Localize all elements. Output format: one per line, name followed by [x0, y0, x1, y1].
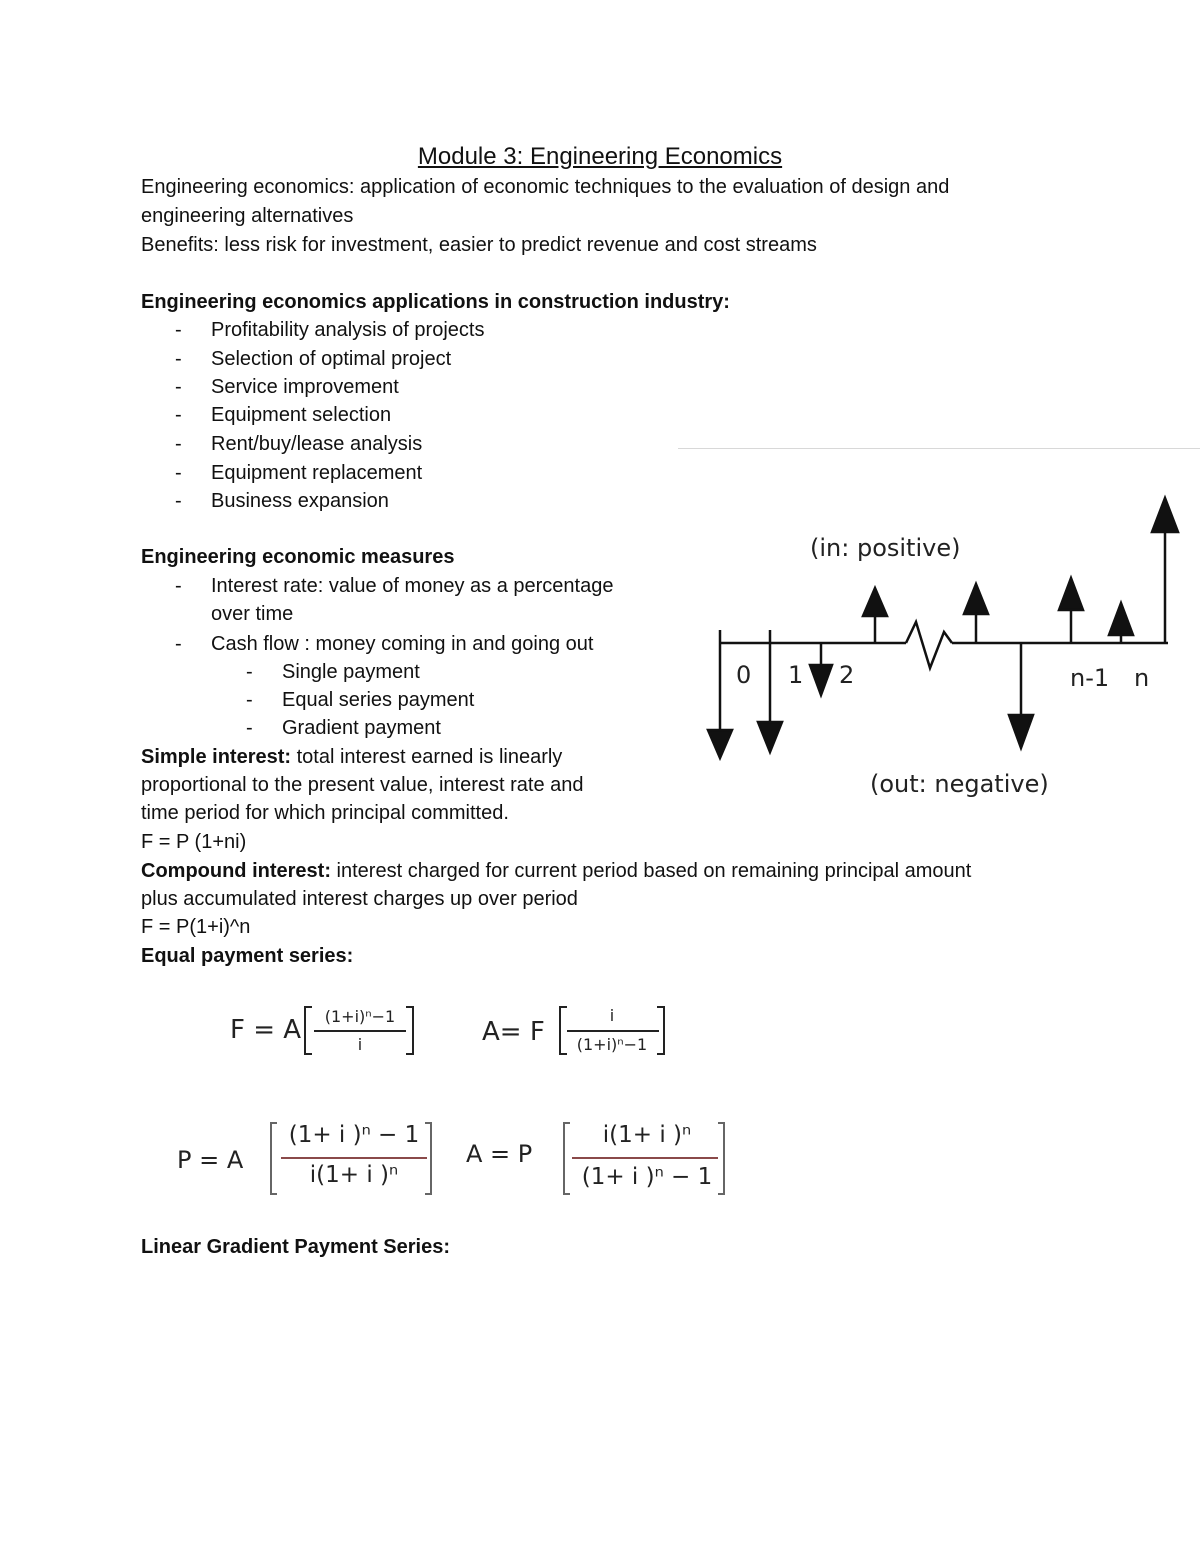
compound-interest-text: interest charged for current period based on remaining principal amount — [331, 860, 972, 882]
cash-flow-diagram — [700, 490, 1180, 810]
equal-payment-heading: Equal payment series: — [141, 945, 354, 967]
in-arrow-head — [1152, 498, 1178, 532]
list-bullet: - — [175, 404, 182, 426]
formula-numerator: (1+ i )ⁿ − 1 — [288, 1122, 420, 1148]
interest-rate-line-1: Interest rate: value of money as a percentage — [211, 575, 614, 597]
divider-line — [678, 448, 1200, 449]
simple-interest-text: total interest earned is linearly — [291, 746, 563, 768]
list-bullet: - — [175, 433, 182, 455]
in-arrow-head — [964, 584, 988, 614]
sub-list-item: Equal series payment — [282, 689, 475, 711]
list-bullet: - — [246, 661, 253, 683]
tick-label-0: 0 — [736, 661, 752, 689]
out-arrow-head — [758, 722, 782, 752]
simple-interest-line-3: time period for which principal committed. — [141, 802, 509, 824]
formula-denominator: (1+ i )ⁿ − 1 — [581, 1164, 713, 1190]
in-arrow-head — [863, 588, 887, 616]
out-arrow-head — [810, 665, 832, 695]
formula-future-from-annuity — [230, 1005, 430, 1060]
list-bullet: - — [175, 575, 182, 597]
formula-lhs: F = A — [230, 1015, 302, 1045]
list-bullet: - — [175, 490, 182, 512]
list-item: Equipment selection — [211, 404, 392, 426]
formula-numerator: i(1+ i )ⁿ — [602, 1122, 692, 1148]
in-positive-label: (in: positive) — [810, 534, 961, 562]
list-bullet: - — [175, 376, 182, 398]
formula-denominator: i(1+ i )ⁿ — [309, 1162, 399, 1188]
gradient-payment-heading: Linear Gradient Payment Series: — [141, 1236, 451, 1258]
simple-interest-formula: F = P (1+ni) — [141, 831, 247, 853]
compound-interest-formula: F = P(1+i)^n — [141, 916, 251, 938]
tick-label-n: n — [1134, 664, 1150, 692]
sub-list-item: Single payment — [282, 661, 420, 683]
list-item: Service improvement — [211, 376, 399, 398]
list-item: Equipment replacement — [211, 462, 423, 484]
formula-denominator: i — [357, 1035, 363, 1054]
formula-annuity-from-future — [482, 1005, 682, 1060]
out-arrow-head — [1009, 715, 1033, 748]
list-bullet: - — [175, 348, 182, 370]
page-title: Module 3: Engineering Economics — [417, 143, 783, 170]
in-arrow-head — [1059, 578, 1083, 610]
definition-line-2: engineering alternatives — [141, 205, 354, 227]
cash-flow-item: Cash flow : money coming in and going out — [211, 633, 594, 655]
formula-lhs: P = A — [177, 1146, 244, 1174]
list-bullet: - — [246, 717, 253, 739]
formula-numerator: i — [609, 1006, 615, 1025]
list-item: Selection of optimal project — [211, 348, 452, 370]
list-item: Rent/buy/lease analysis — [211, 433, 423, 455]
formula-annuity-from-present — [466, 1120, 736, 1200]
simple-interest-line-2: proportional to the present value, interest rate and — [141, 774, 584, 796]
formula-denominator: (1+i)ⁿ−1 — [576, 1035, 648, 1054]
tick-label-n-1: n-1 — [1070, 664, 1110, 692]
list-bullet: - — [175, 319, 182, 341]
compound-interest-label: Compound interest: — [141, 860, 331, 882]
measures-heading: Engineering economic measures — [141, 546, 455, 568]
formula-lhs: A= F — [482, 1017, 545, 1047]
compound-interest-line-1 — [141, 857, 971, 886]
formula-lhs: A = P — [466, 1140, 533, 1168]
sub-list-item: Gradient payment — [282, 717, 441, 739]
benefits-line: Benefits: less risk for investment, easier to predict revenue and cost streams — [141, 234, 817, 256]
simple-interest-label: Simple interest: — [141, 746, 292, 768]
interest-rate-line-2: over time — [211, 603, 294, 625]
list-item: Business expansion — [211, 490, 389, 512]
tick-label-1: 1 — [788, 661, 804, 689]
list-item: Profitability analysis of projects — [211, 319, 485, 341]
definition-line-1: Engineering economics: application of economic techniques to the evaluation of design and — [141, 176, 950, 198]
formula-numerator: (1+i)ⁿ−1 — [324, 1007, 396, 1026]
simple-interest-line-1 — [141, 743, 562, 772]
out-arrow-head — [708, 730, 732, 758]
timeline-break — [906, 622, 952, 668]
tick-label-2: 2 — [839, 661, 855, 689]
compound-interest-line-2: plus accumulated interest charges up over period — [141, 888, 578, 910]
list-bullet: - — [175, 462, 182, 484]
formula-present-from-annuity — [177, 1120, 442, 1200]
applications-heading: Engineering economics applications in construction industry: — [141, 291, 730, 313]
in-arrow-head — [1109, 603, 1133, 635]
out-negative-label: (out: negative) — [870, 770, 1049, 798]
list-bullet: - — [246, 689, 253, 711]
list-bullet: - — [175, 633, 182, 655]
